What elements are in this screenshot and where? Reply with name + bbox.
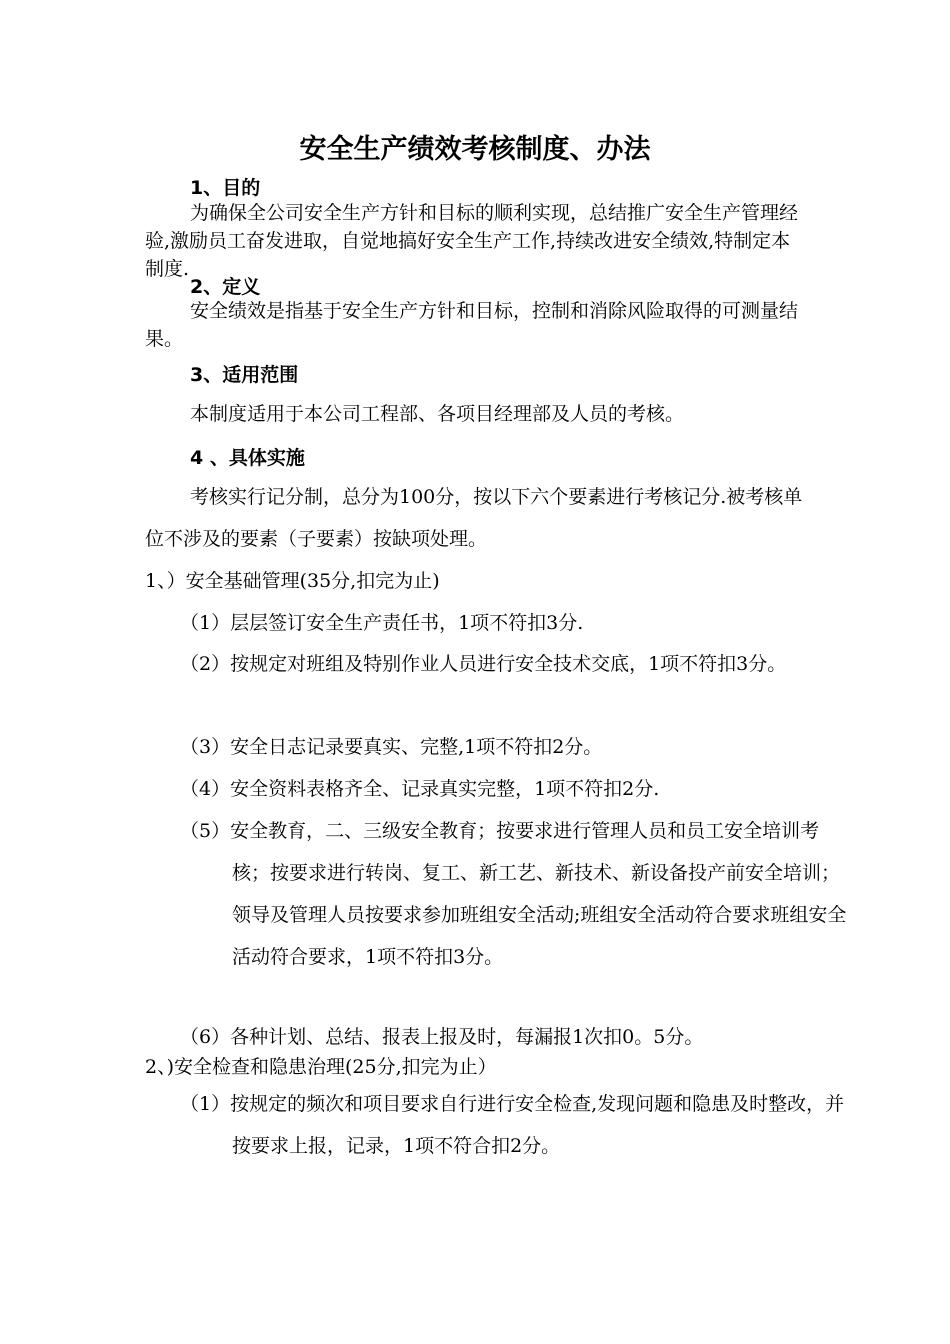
- element-1-item-3: （3）安全日志记录要真实、完整,1项不符扣2分。: [180, 736, 603, 758]
- element-1-item-2: （2）按规定对班组及特别作业人员进行安全技术交底，1项不符扣3分。: [180, 653, 787, 675]
- heading-implementation: 4 、具体实施: [190, 447, 305, 469]
- heading-purpose: 1、目的: [190, 177, 261, 199]
- document-title: 安全生产绩效考核制度、办法: [299, 134, 651, 165]
- heading-scope: 3、适用范围: [190, 364, 299, 386]
- heading-definition: 2、定义: [190, 276, 261, 298]
- element-1-item-4: （4）安全资料表格齐全、记录真实完整，1项不符扣2分.: [180, 778, 660, 800]
- element-1-heading: 1、）安全基础管理(35分,扣完为止): [145, 570, 440, 592]
- element-1-item-1: （1）层层签订安全生产责任书，1项不符扣3分.: [180, 612, 584, 634]
- paragraph-definition: 安全绩效是指基于安全生产方针和目标，控制和消除风险取得的可测量结果。: [145, 300, 799, 350]
- paragraph-purpose: 为确保全公司安全生产方针和目标的顺利实现，总结推广安全生产管理经验,激励员工奋发进取，自觉地搞好安全生产工作,持续改进安全绩效,特制定本制度.: [145, 202, 799, 280]
- element-2-heading: 2、)安全检查和隐患治理(25分,扣完为止）: [145, 1056, 497, 1078]
- paragraph-implementation: 考核实行记分制，总分为100分，按以下六个要素进行考核记分.被考核单位不涉及的要素（子要素）按缺项处理。: [145, 486, 803, 550]
- element-1-item-6: （6）各种计划、总结、报表上报及时，每漏报1次扣0。5分。: [180, 1026, 704, 1048]
- element-2-item-1: （1）按规定的频次和项目要求自行进行安全检查,发现问题和隐患及时整改，并按要求上报，记录，1项不符合扣2分。: [180, 1093, 845, 1157]
- element-1-item-5: （5）安全教育，二、三级安全教育；按要求进行管理人员和员工安全培训考核；按要求进行转岗、复工、新工艺、新技术、新设备投产前安全培训；领导及管理人员按要求参加班组安全活动;班组安全活动符合要求班组安全活动符合要求，1项不符扣3分。: [180, 820, 847, 968]
- paragraph-scope: 本制度适用于本公司工程部、各项目经理部及人员的考核。: [190, 403, 685, 425]
